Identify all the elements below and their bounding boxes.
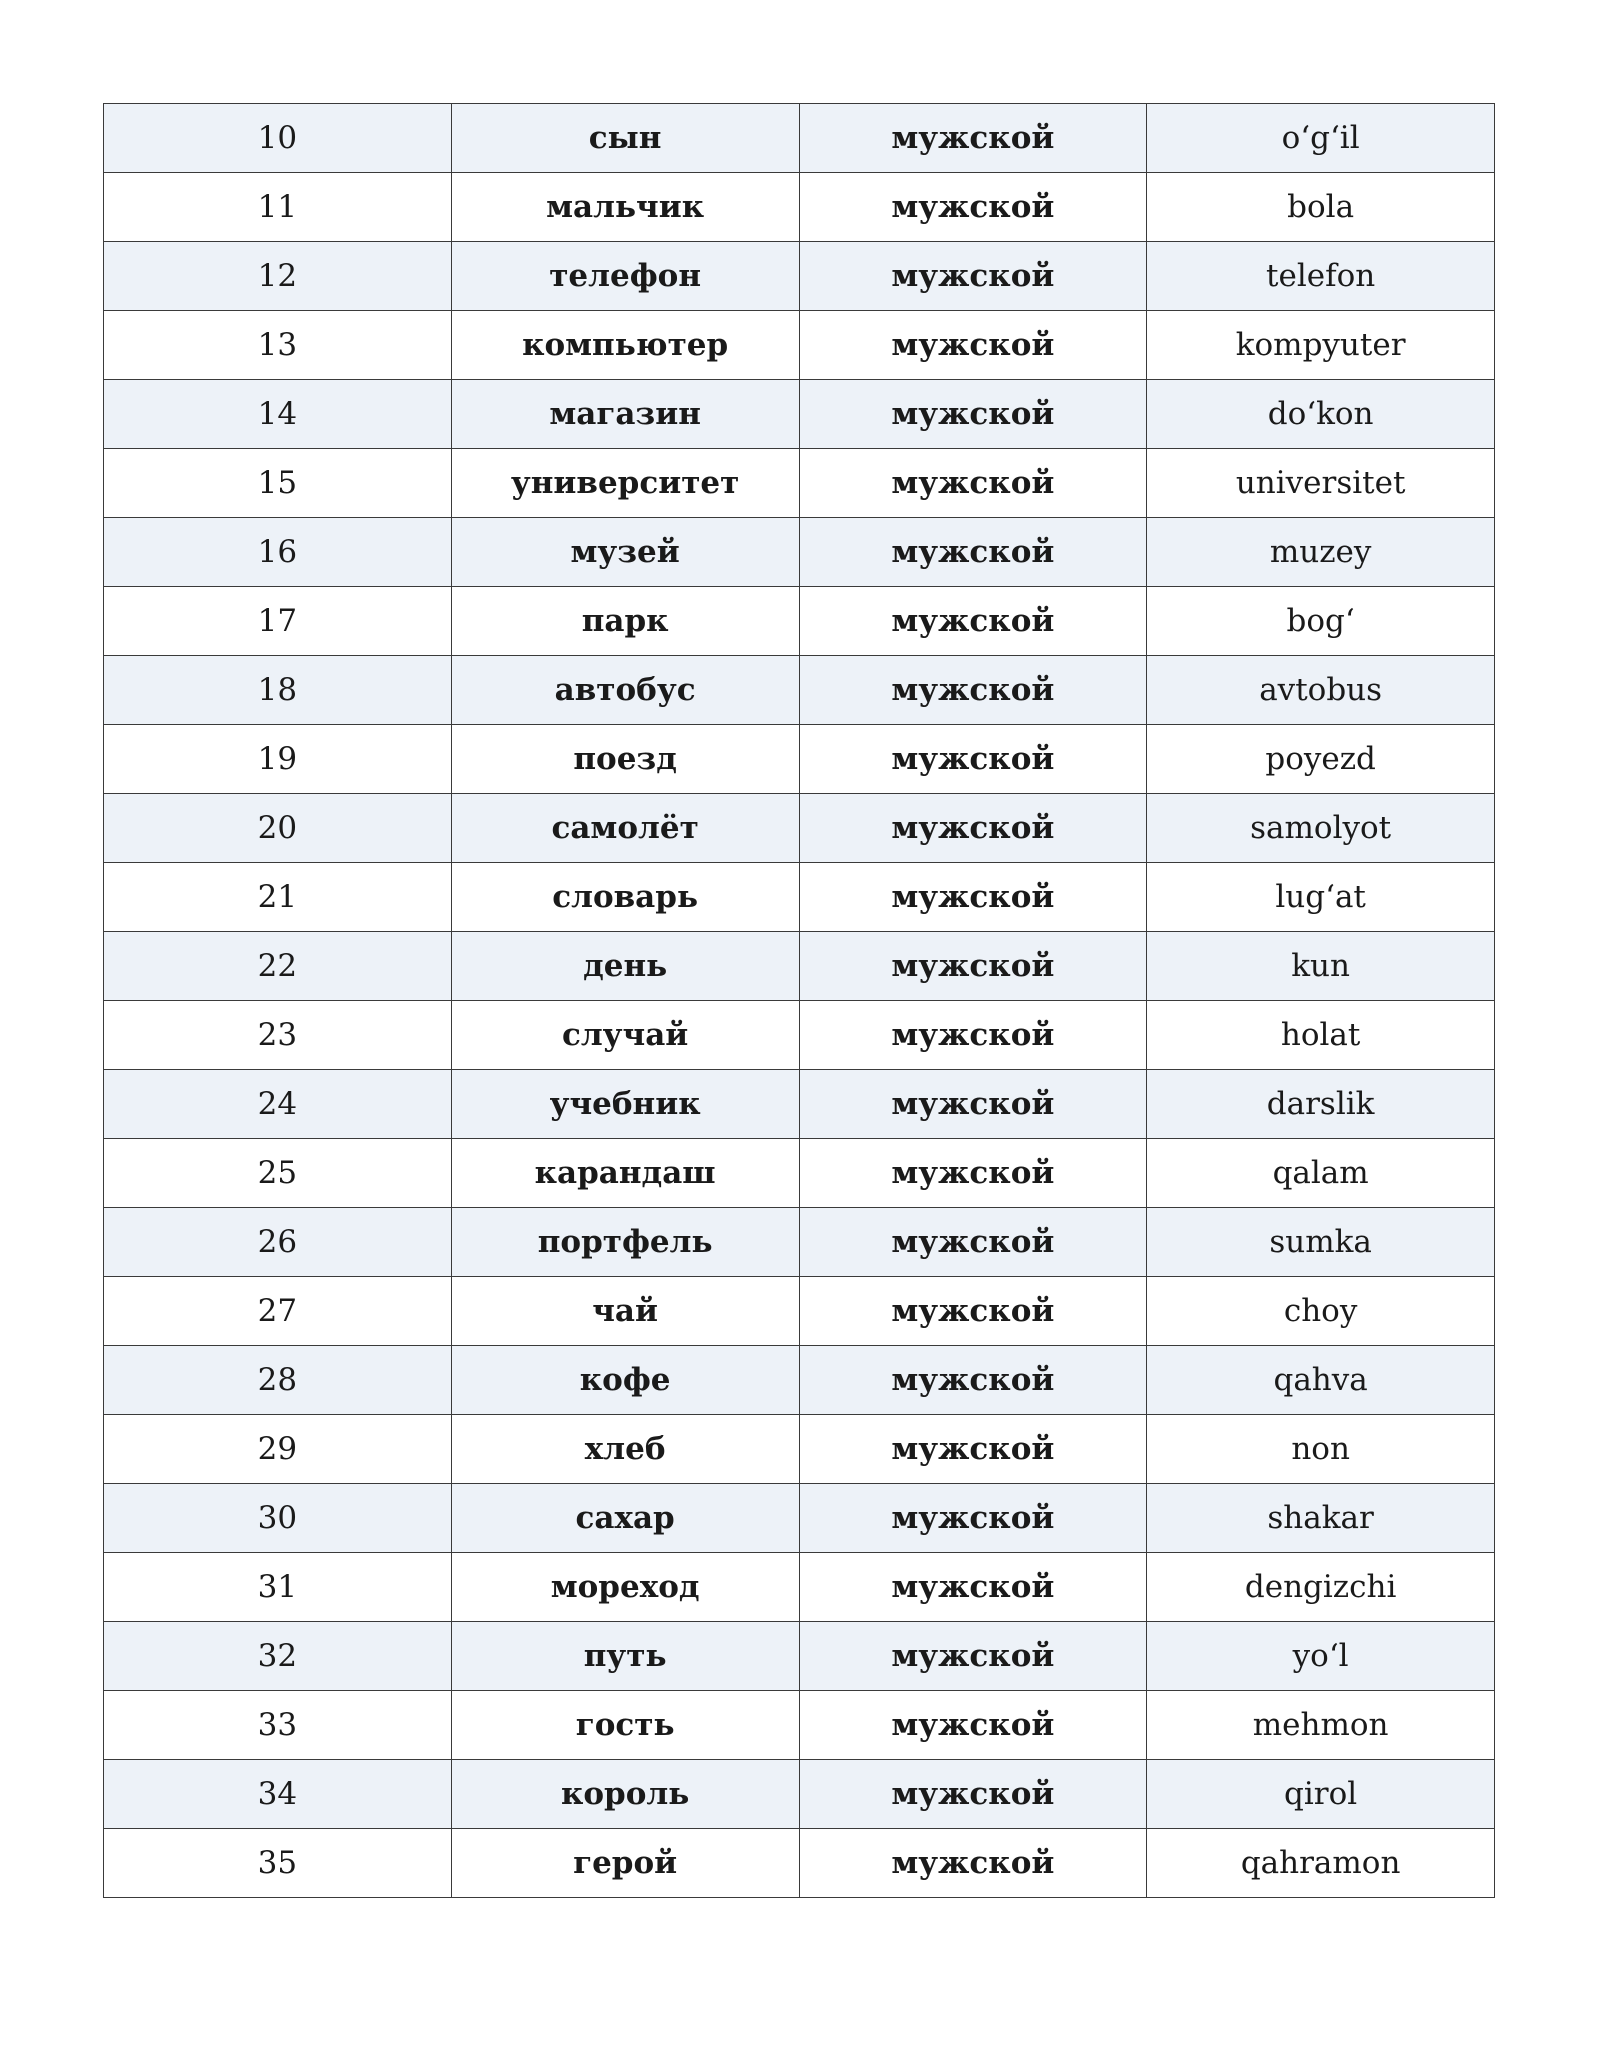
uzbek-translation-cell: holat [1147, 1001, 1495, 1070]
table-row [104, 380, 1495, 449]
uzbek-translation-cell: qahva [1147, 1346, 1495, 1415]
gender-cell: мужской [799, 1415, 1147, 1484]
row-number-cell: 17 [104, 587, 452, 656]
table-row [104, 1829, 1495, 1898]
row-number-cell: 27 [104, 1277, 452, 1346]
russian-word-cell: портфель [451, 1208, 799, 1277]
russian-word-cell: компьютер [451, 311, 799, 380]
uzbek-translation-cell: yoʻl [1147, 1622, 1495, 1691]
uzbek-translation-cell: kun [1147, 932, 1495, 1001]
row-number-cell: 33 [104, 1691, 452, 1760]
uzbek-translation-cell: universitet [1147, 449, 1495, 518]
russian-word-cell: музей [451, 518, 799, 587]
gender-cell: мужской [799, 449, 1147, 518]
row-number-cell: 21 [104, 863, 452, 932]
russian-word-cell: чай [451, 1277, 799, 1346]
table-row [104, 1622, 1495, 1691]
vocabulary-table-body [104, 104, 1495, 1898]
table-row [104, 656, 1495, 725]
russian-word-cell: магазин [451, 380, 799, 449]
row-number-cell: 14 [104, 380, 452, 449]
uzbek-translation-cell: mehmon [1147, 1691, 1495, 1760]
russian-word-cell: словарь [451, 863, 799, 932]
table-row [104, 1691, 1495, 1760]
row-number-cell: 24 [104, 1070, 452, 1139]
row-number-cell: 26 [104, 1208, 452, 1277]
uzbek-translation-cell: kompyuter [1147, 311, 1495, 380]
russian-word-cell: путь [451, 1622, 799, 1691]
table-row [104, 449, 1495, 518]
gender-cell: мужской [799, 587, 1147, 656]
row-number-cell: 23 [104, 1001, 452, 1070]
table-row [104, 932, 1495, 1001]
row-number-cell: 18 [104, 656, 452, 725]
uzbek-translation-cell: bola [1147, 173, 1495, 242]
uzbek-translation-cell: lugʻat [1147, 863, 1495, 932]
row-number-cell: 12 [104, 242, 452, 311]
russian-word-cell: парк [451, 587, 799, 656]
gender-cell: мужской [799, 1070, 1147, 1139]
gender-cell: мужской [799, 794, 1147, 863]
gender-cell: мужской [799, 863, 1147, 932]
uzbek-translation-cell: qahramon [1147, 1829, 1495, 1898]
row-number-cell: 32 [104, 1622, 452, 1691]
gender-cell: мужской [799, 932, 1147, 1001]
uzbek-translation-cell: choy [1147, 1277, 1495, 1346]
uzbek-translation-cell: samolyot [1147, 794, 1495, 863]
uzbek-translation-cell: doʻkon [1147, 380, 1495, 449]
table-row [104, 242, 1495, 311]
uzbek-translation-cell: muzey [1147, 518, 1495, 587]
table-row [104, 587, 1495, 656]
russian-word-cell: мореход [451, 1553, 799, 1622]
uzbek-translation-cell: poyezd [1147, 725, 1495, 794]
russian-word-cell: учебник [451, 1070, 799, 1139]
table-row [104, 1070, 1495, 1139]
gender-cell: мужской [799, 104, 1147, 173]
russian-word-cell: герой [451, 1829, 799, 1898]
table-row [104, 1553, 1495, 1622]
row-number-cell: 11 [104, 173, 452, 242]
uzbek-translation-cell: bogʻ [1147, 587, 1495, 656]
table-row [104, 1484, 1495, 1553]
gender-cell: мужской [799, 725, 1147, 794]
table-row [104, 863, 1495, 932]
row-number-cell: 29 [104, 1415, 452, 1484]
table-row [104, 311, 1495, 380]
russian-word-cell: автобус [451, 656, 799, 725]
table-row [104, 1415, 1495, 1484]
row-number-cell: 22 [104, 932, 452, 1001]
table-row [104, 1001, 1495, 1070]
russian-word-cell: король [451, 1760, 799, 1829]
russian-word-cell: хлеб [451, 1415, 799, 1484]
row-number-cell: 28 [104, 1346, 452, 1415]
russian-word-cell: день [451, 932, 799, 1001]
gender-cell: мужской [799, 173, 1147, 242]
row-number-cell: 15 [104, 449, 452, 518]
row-number-cell: 16 [104, 518, 452, 587]
gender-cell: мужской [799, 1484, 1147, 1553]
uzbek-translation-cell: sumka [1147, 1208, 1495, 1277]
uzbek-translation-cell: telefon [1147, 242, 1495, 311]
russian-word-cell: гость [451, 1691, 799, 1760]
uzbek-translation-cell: qalam [1147, 1139, 1495, 1208]
row-number-cell: 19 [104, 725, 452, 794]
uzbek-translation-cell: qirol [1147, 1760, 1495, 1829]
gender-cell: мужской [799, 1691, 1147, 1760]
gender-cell: мужской [799, 1208, 1147, 1277]
gender-cell: мужской [799, 1760, 1147, 1829]
row-number-cell: 25 [104, 1139, 452, 1208]
row-number-cell: 31 [104, 1553, 452, 1622]
gender-cell: мужской [799, 1139, 1147, 1208]
russian-word-cell: кофе [451, 1346, 799, 1415]
gender-cell: мужской [799, 1277, 1147, 1346]
russian-word-cell: мальчик [451, 173, 799, 242]
table-row [104, 1346, 1495, 1415]
gender-cell: мужской [799, 1622, 1147, 1691]
russian-word-cell: поезд [451, 725, 799, 794]
russian-word-cell: самолёт [451, 794, 799, 863]
gender-cell: мужской [799, 518, 1147, 587]
gender-cell: мужской [799, 1001, 1147, 1070]
row-number-cell: 10 [104, 104, 452, 173]
row-number-cell: 13 [104, 311, 452, 380]
table-row [104, 1760, 1495, 1829]
russian-word-cell: сын [451, 104, 799, 173]
table-row [104, 725, 1495, 794]
gender-cell: мужской [799, 311, 1147, 380]
gender-cell: мужской [799, 1346, 1147, 1415]
uzbek-translation-cell: non [1147, 1415, 1495, 1484]
gender-cell: мужской [799, 242, 1147, 311]
table-row [104, 104, 1495, 173]
vocabulary-table [103, 103, 1495, 1898]
table-row [104, 1208, 1495, 1277]
table-row [104, 518, 1495, 587]
table-row [104, 173, 1495, 242]
uzbek-translation-cell: oʻgʻil [1147, 104, 1495, 173]
gender-cell: мужской [799, 380, 1147, 449]
russian-word-cell: телефон [451, 242, 799, 311]
gender-cell: мужской [799, 1553, 1147, 1622]
russian-word-cell: университет [451, 449, 799, 518]
uzbek-translation-cell: shakar [1147, 1484, 1495, 1553]
row-number-cell: 34 [104, 1760, 452, 1829]
russian-word-cell: случай [451, 1001, 799, 1070]
table-row [104, 794, 1495, 863]
gender-cell: мужской [799, 656, 1147, 725]
row-number-cell: 30 [104, 1484, 452, 1553]
russian-word-cell: карандаш [451, 1139, 799, 1208]
gender-cell: мужской [799, 1829, 1147, 1898]
uzbek-translation-cell: darslik [1147, 1070, 1495, 1139]
row-number-cell: 20 [104, 794, 452, 863]
row-number-cell: 35 [104, 1829, 452, 1898]
uzbek-translation-cell: avtobus [1147, 656, 1495, 725]
table-row [104, 1277, 1495, 1346]
table-row [104, 1139, 1495, 1208]
russian-word-cell: сахар [451, 1484, 799, 1553]
uzbek-translation-cell: dengizchi [1147, 1553, 1495, 1622]
